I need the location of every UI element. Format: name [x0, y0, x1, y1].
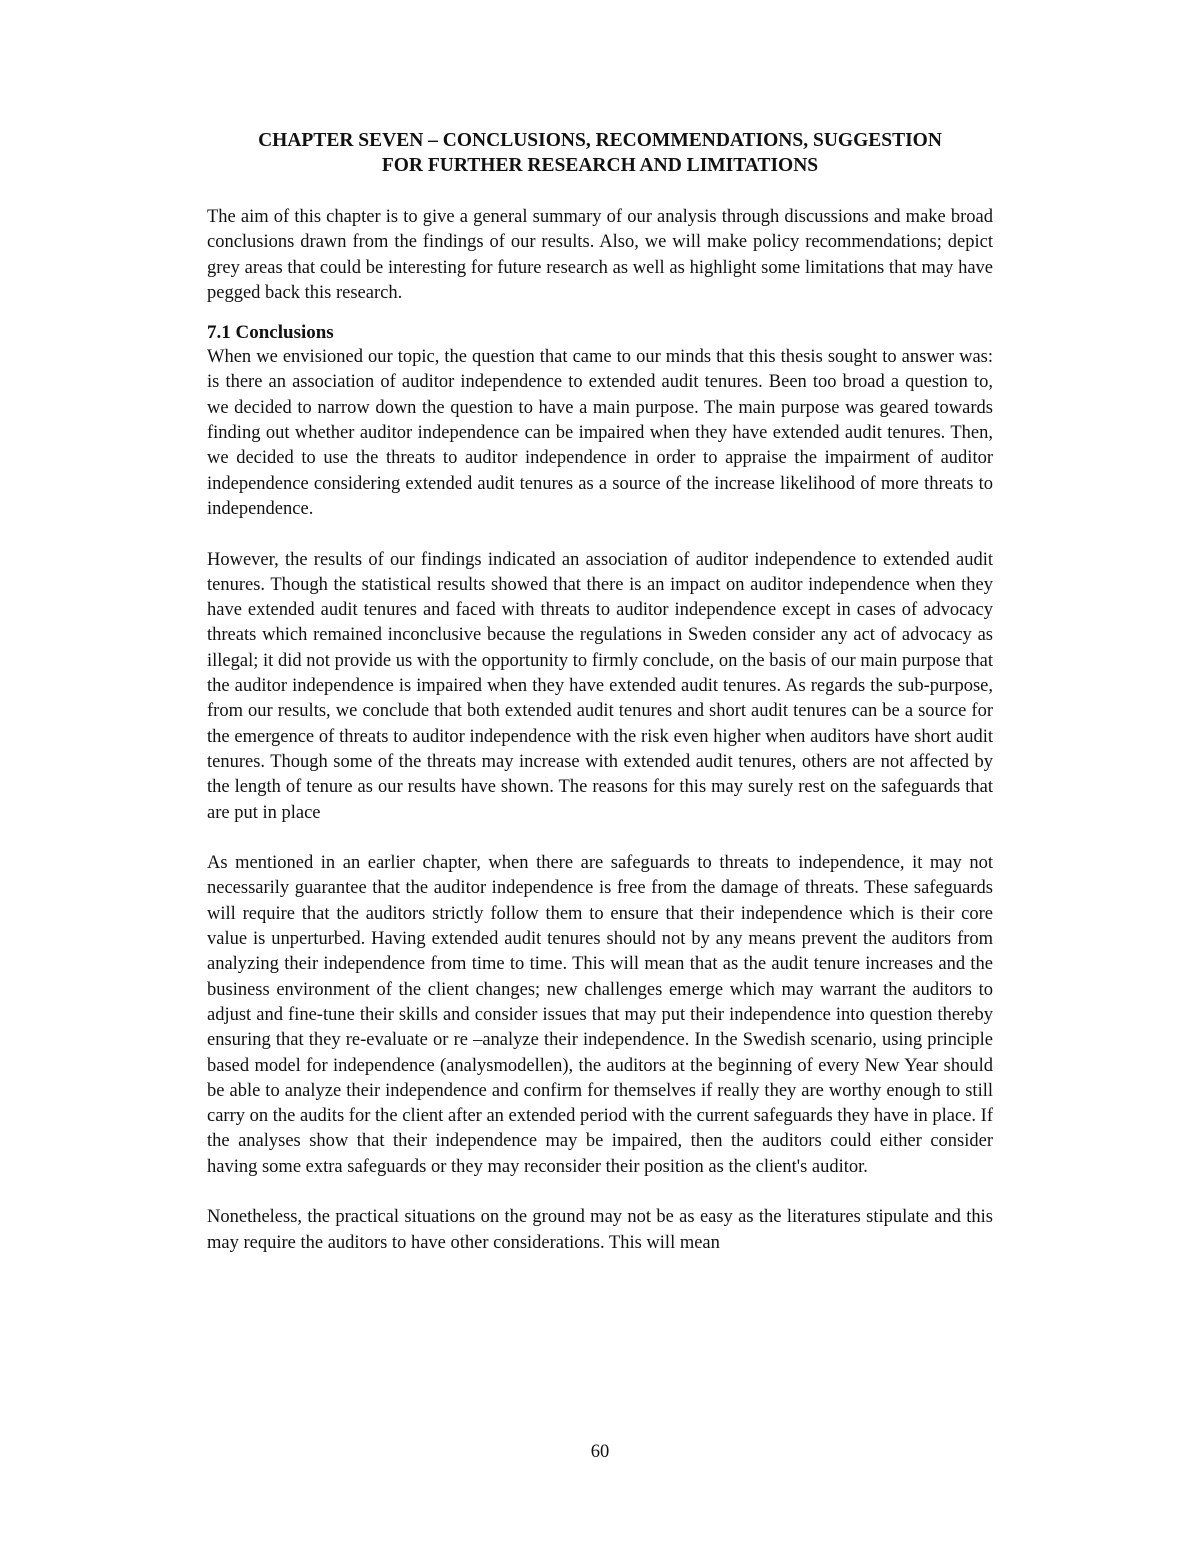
intro-paragraph: The aim of this chapter is to give a general summary of our analysis through discussions and make broad conclusions drawn from the findings of our results. Also, we will make policy recommendations; depict grey areas that could be interesting for future research as well as highlight some limitations that may have pegged back this research. — [207, 207, 993, 303]
page-number: 60 — [590, 1442, 610, 1462]
section-heading: 7.1 Conclusions — [207, 322, 334, 344]
chapter-title-line-2: FOR FURTHER RESEARCH AND LIMITATIONS — [381, 155, 819, 176]
chapter-title-line-1: CHAPTER SEVEN – CONCLUSIONS, RECOMMENDATIONS, SUGGESTION — [258, 130, 942, 151]
body-paragraph-2: However, the results of our findings indicated an association of auditor independence to extended audit tenures. Though the statistical results showed that there is an impact on auditor independence when they have extended audit tenures and faced with threats to auditor independence except in cases of advocacy threats which remained inconclusive because the regulations in Sweden consider any act of advocacy as illegal; it did not provide us with the opportunity to firmly conclude, on the basis of our main purpose that the auditor independence is impaired when they have extended audit tenures. As regards the sub-purpose, from our results, we conclude that both extended audit tenures and short audit tenures can be a source for the emergence of threats to auditor independence with the risk even higher when auditors have short audit tenures. Though some of the threats may increase with extended audit tenures, others are not affected by the length of tenure as our results have shown. The reasons for this may surely rest on the safeguards that are put in place — [207, 549, 993, 823]
chapter-title — [207, 128, 993, 178]
body-paragraph-4: Nonetheless, the practical situations on the ground may not be as easy as the literatures stipulate and this may require the auditors to have other considerations. This will mean — [207, 1207, 993, 1253]
document-page — [207, 128, 993, 1256]
body-paragraph-3: As mentioned in an earlier chapter, when there are safeguards to threats to independence, it may not necessarily guarantee that the auditor independence is free from the damage of threats. These safeguards will require that the auditors strictly follow them to ensure that their independence which is their core value is unperturbed. Having extended audit tenures should not by any means prevent the auditors from analyzing their independence from time to time. This will mean that as the audit tenure increases and the business environment of the client changes; new challenges emerge which may warrant the auditors to adjust and fine-tune their skills and consider issues that may put their independence into question thereby ensuring that they re-evaluate or re –analyze their independence. In the Swedish scenario, using principle based model for independence (analysmodellen), the auditors at the beginning of every New Year should be able to analyze their independence and confirm for themselves if really they are worthy enough to still carry on the audits for the client after an extended period with the current safeguards they have in place. If the analyses show that their independence may be impaired, then the auditors could either consider having some extra safeguards or they may reconsider their position as the client's auditor. — [207, 853, 993, 1177]
body-paragraph-1: When we envisioned our topic, the question that came to our minds that this thesis sought to answer was: is there an association of auditor independence to extended audit tenures. Been too broad a question to, we decided to narrow down the question to have a main purpose. The main purpose was geared towards finding out whether auditor independence can be impaired when they have extended audit tenures. Then, we decided to use the threats to auditor independence in order to appraise the impairment of auditor independence considering extended audit tenures as a source of the increase likelihood of more threats to independence. — [207, 347, 993, 519]
